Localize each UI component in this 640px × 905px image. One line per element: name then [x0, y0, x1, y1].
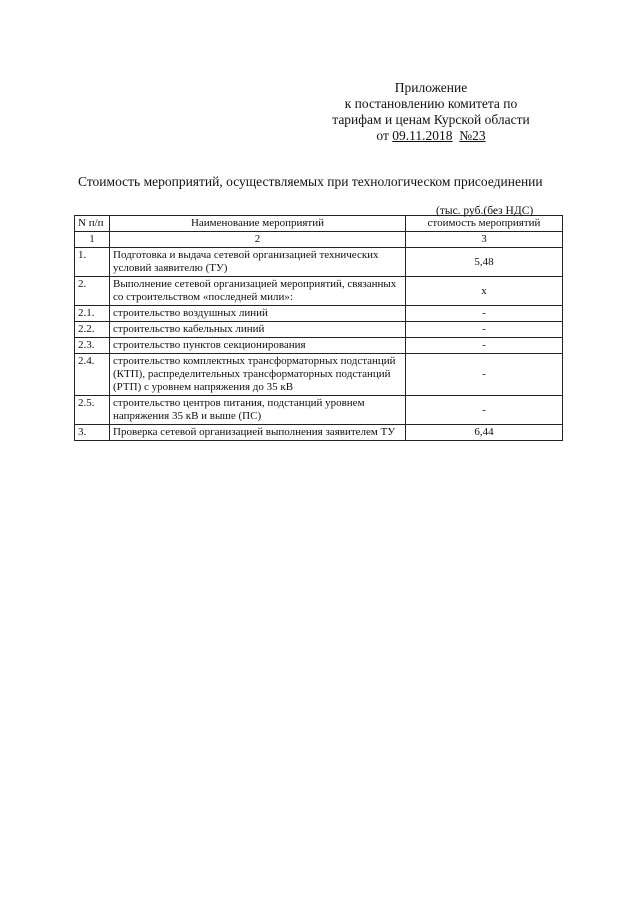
row-name: строительство воздушных линий — [110, 306, 406, 322]
appendix-title: Приложение — [394, 80, 468, 95]
row-cost: x — [406, 277, 563, 306]
row-num: 2.2. — [75, 322, 110, 338]
row-cost: 5,48 — [406, 248, 563, 277]
row-name: строительство кабельных линий — [110, 322, 406, 338]
table-row — [75, 338, 563, 354]
index-cell-2: 2 — [110, 232, 406, 248]
table-row — [75, 277, 563, 306]
row-num: 2.4. — [75, 354, 110, 396]
col-num-header: N п/п — [75, 216, 110, 232]
row-cost: 6,44 — [406, 425, 563, 441]
appendix-committee-line: тарифам и ценам Курской области — [332, 112, 530, 127]
document-title: Стоимость мероприятий, осуществляемых при технологическом присоединении — [78, 174, 543, 189]
row-cost: - — [406, 306, 563, 322]
decree-date: 09.11.2018 — [392, 128, 453, 143]
row-cost: - — [406, 322, 563, 338]
row-cost: - — [406, 396, 563, 425]
row-cost: - — [406, 354, 563, 396]
row-num: 3. — [75, 425, 110, 441]
table-row — [75, 248, 563, 277]
row-num: 2. — [75, 277, 110, 306]
row-num: 1. — [75, 248, 110, 277]
index-cell-1: 1 — [75, 232, 110, 248]
index-cell-3: 3 — [406, 232, 563, 248]
row-name: строительство пунктов секционирования — [110, 338, 406, 354]
table-index-row — [75, 232, 563, 248]
table-row — [75, 354, 563, 396]
table-row — [75, 396, 563, 425]
row-num: 2.5. — [75, 396, 110, 425]
row-name: строительство комплектных трансформаторных подстанций (КТП), распределительных трансформаторных подстанций (РТП) с уровнем напряжения до 35 кВ — [110, 354, 406, 396]
date-prefix: от — [376, 128, 393, 143]
table-header-row — [75, 216, 563, 232]
table-row — [75, 322, 563, 338]
appendix-ref-line: к постановлению комитета по — [344, 96, 518, 111]
col-name-header: Наименование мероприятий — [110, 216, 406, 232]
table-row — [75, 425, 563, 441]
row-name: Выполнение сетевой организацией мероприятий, связанных со строительством «последней мили»: — [110, 277, 406, 306]
cost-table — [74, 215, 563, 441]
row-name: строительство центров питания, подстанций уровнем напряжения 35 кВ и выше (ПС) — [110, 396, 406, 425]
row-num: 2.3. — [75, 338, 110, 354]
table-row — [75, 306, 563, 322]
row-name: Проверка сетевой организацией выполнения заявителем ТУ — [110, 425, 406, 441]
row-cost: - — [406, 338, 563, 354]
appendix-date-line — [300, 128, 562, 144]
decree-number: №23 — [459, 128, 486, 143]
col-cost-header: стоимость мероприятий — [406, 216, 563, 232]
units-note: (тыс. руб.(без НДС) — [436, 205, 534, 217]
row-num: 2.1. — [75, 306, 110, 322]
appendix-header — [300, 80, 562, 144]
row-name: Подготовка и выдача сетевой организацией технических условий заявителю (ТУ) — [110, 248, 406, 277]
